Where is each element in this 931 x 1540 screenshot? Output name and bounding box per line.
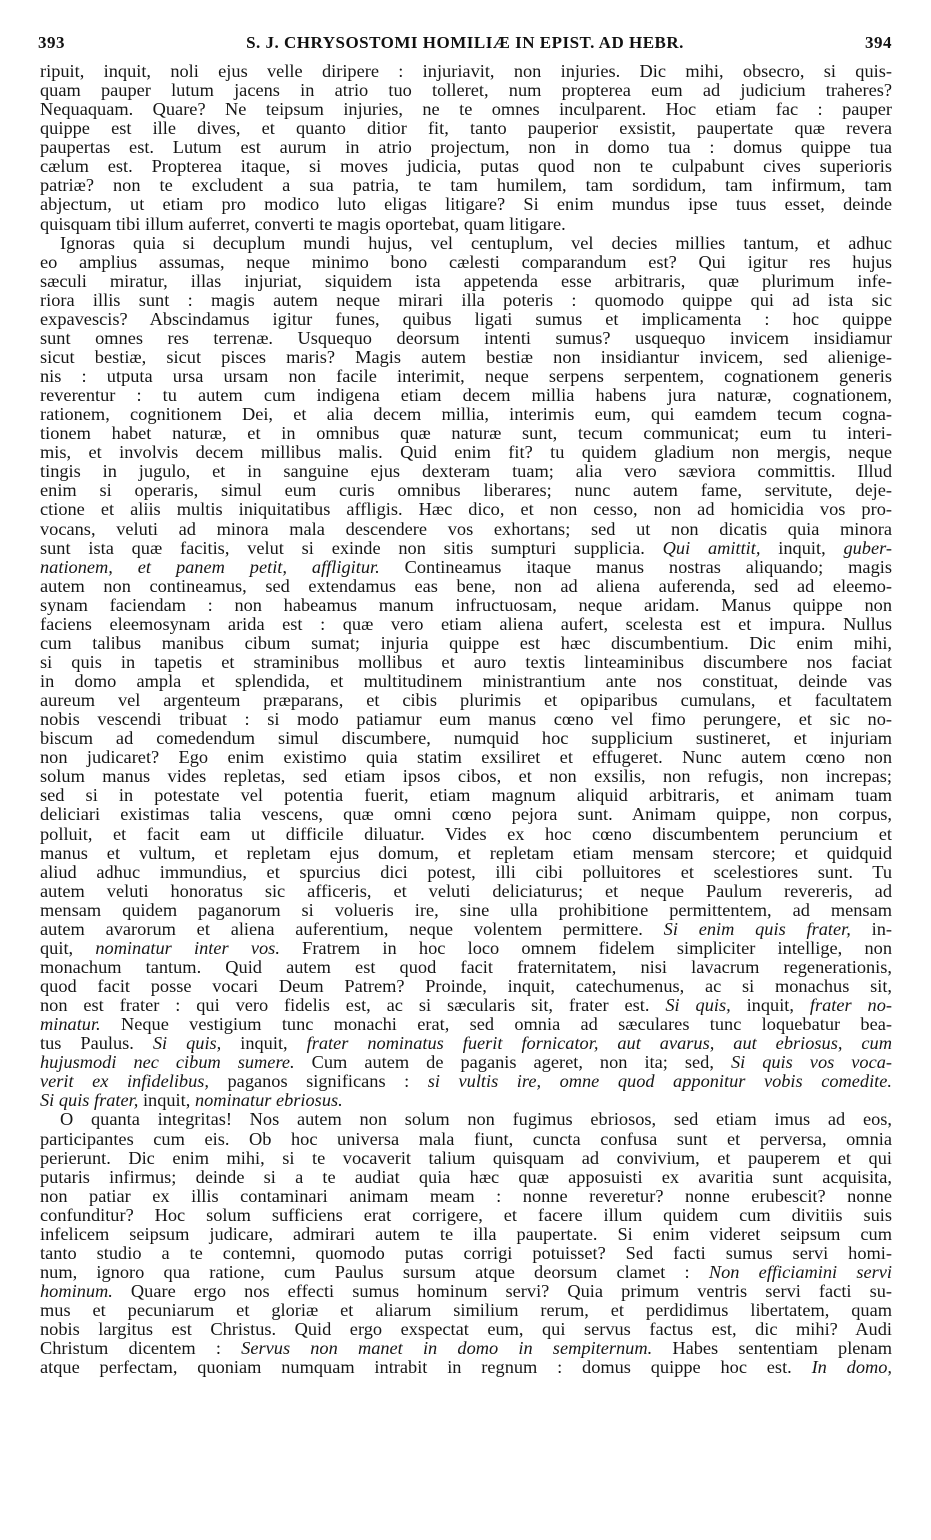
text-span: reverentur : tu autem cum indigena etiam decem millia habens jura naturæ, cognationem, [40,385,892,406]
text-line [40,405,892,424]
text-line [40,767,892,786]
text-line [40,882,892,901]
text-span: paupertas est. Lutum est aurum in atrio projectum, non in domo tua : domus quippe tua [40,137,892,158]
text-span: aureum vel argenteum præparans, et cibis plurimis et opiparibus cumulans, et facultatem [40,690,892,711]
text-line [40,901,892,920]
italic-span: hominum. [40,1281,113,1301]
text-span: mus et pecuniarum et gloriæ et aliarum similium rerum, et perdidimus libertatem, quam [40,1300,892,1321]
italic-span: Si quis, [152,1033,222,1054]
text-line [40,863,892,882]
italic-span: si vultis ire, omne quod apponitur vobis comedite. [427,1071,892,1092]
text-span: tionem habet naturæ, et in omnibus quæ naturæ sunt, tecum communicat; eum tu interi- [40,423,892,444]
text-line [40,329,892,348]
italic-span: Servus non manet in domo in sempiternum. [241,1338,653,1359]
italic-span: Si quis, [665,995,731,1016]
text-line [40,1130,892,1149]
text-line [40,786,892,805]
text-span: Habes sententiam plenam [652,1338,892,1359]
text-span: ctione et aliis multis iniquitatibus affligis. Hæc dico, et non cesso, non ad homicidia vos pro- [40,499,892,520]
text-span: cælum est. Propterea itaque, si moves judicia, putas quod non te culpabunt cives superioris [40,156,892,177]
text-line [40,977,892,996]
italic-span: frater no- [809,995,892,1016]
text-line [40,272,892,291]
italic-span: frater nominatus fuerit fornicator, aut avarus, aut ebriosus, cum [306,1033,892,1054]
text-line [40,215,892,234]
italic-span: Si quis frater, [40,1090,139,1111]
text-line [40,520,892,539]
text-span: confunditur? Hoc solum sufficiens erat corrigere, et facere illum quidem cum divitiis suis [40,1204,892,1225]
text-span: monachum tantum. Quid autem est quod facit fraternitatem, nisi lavacrum regenerationis, [40,956,892,977]
text-span: nis : utputa ursa ursam non facile interimit, neque serpens serpentem, cognationem generis [40,366,892,386]
italic-span: hujusmodi nec cibum sumere. [40,1052,295,1073]
italic-span: nominatur inter vos. [95,937,280,958]
text-line [40,100,892,119]
text-span: non patiar ex illis contaminari animam meam : nonne reveretur? nonne erubescit? nonne [40,1185,892,1206]
text-line [40,157,892,176]
text-span: inquit, [138,1090,195,1111]
text-line [40,1168,892,1187]
text-line [40,348,892,367]
text-line [40,920,892,939]
text-line [40,81,892,100]
text-line [40,996,892,1015]
text-span: quippe est ille dives, et quanto ditior fit, tanto pauperior exsistit, paupertate quæ revera [40,118,892,139]
text-line [40,481,892,500]
text-span: sæculi miratur, illas injuriat, siquidem ista appetenda esse arbitraris, quæ plurimum infe- [40,270,892,291]
text-line [40,558,892,577]
text-span: in domo ampla et splendida, et multitudinem ministrantium ante nos constituat, deinde vas [40,671,892,691]
text-span: abjectum, ut etiam pro modico luto eligas litigare? Si enim mundus ipse tuus esset, deinde [40,194,892,215]
text-line [40,634,892,653]
text-line [40,1110,892,1129]
text-span: sed si in potestate vel potentia fuerit, etiam magnum aliquid arbitraris, et animam tuam [40,785,892,806]
text-span: Contineamus itaque manus nostras aliquando; magis [379,556,892,577]
text-span: Christum dicentem : [40,1338,242,1359]
text-line [40,253,892,272]
text-span: Quare ergo nos effecti sumus hominum servi? Quia primum ventris servi facti su- [112,1281,892,1301]
text-span: biscum ad comedendum simul discumbere, numquid hoc supplicium sustineret, et injuriam [40,728,892,749]
text-line [40,500,892,519]
text-line [40,1358,892,1377]
text-span: non est frater : qui vero fidelis est, ac si sæcularis sit, frater est. [40,995,666,1016]
text-span: non judicaret? Ego enim existimo quia statim exsiliret et effugeret. Nunc autem cœno non [40,747,892,768]
text-span: quod facit posse vocari Deum Patrem? Proinde, inquit, catechumenus, ac si monachus sit, [40,976,892,996]
text-line [40,1149,892,1168]
text-span: Ignoras quia si decuplum mundi hujus, vel centuplum, vel decies millies tantum, et adhuc [60,232,892,253]
text-line [40,1034,892,1053]
text-line [40,1320,892,1339]
text-line [40,653,892,672]
text-span: tingis in jugulo, et in sanguine ejus dexteram tuam; alia vero sæviora committis. Illud [40,461,892,482]
italic-span: Qui amittit, [662,537,779,558]
text-line [40,1072,892,1091]
text-span: eo amplius assumas, neque minimo bono cælesti comparandum est? Qui igitur res hujus [40,251,892,272]
text-span: quit, [40,937,96,958]
text-span: tus Paulus. [40,1033,153,1054]
text-line [40,119,892,138]
text-span: aliud adhuc immundius, et spurcius dici potest, illi cibi polluitores et scelestiores sunt. Tu [40,861,892,882]
text-line [40,1244,892,1263]
text-span: quisquam tibi illum auferret, converti te magis oportebat, quam litigare. [40,213,566,234]
text-line [40,691,892,710]
text-line [40,1263,892,1282]
text-span: mensam quidem paganorum si volueris ire, sine ulla prohibitione permittentem, ad mensam [40,899,892,920]
text-span: inquit, [778,537,844,558]
text-line [40,577,892,596]
text-span: in- [850,918,892,939]
text-span: autem avarorum et aliena auferentium, neque volentem permittere. [40,918,664,939]
text-line [40,615,892,634]
text-span: inquit, [730,995,810,1016]
text-span: expavescis? Abscindamus igitur funes, quibus ligati sumus et implicamenta : hoc quippe [40,308,892,329]
text-span: deliciari existimas talia vescens, quæ omni cœno pejora sunt. Animam quippe, non corpus, [40,804,892,825]
text-span: sunt ista quæ facitis, velut si exinde non sitis sumpturi supplicia. [40,537,663,558]
page-number-left: 393 [38,33,65,52]
text-line [40,310,892,329]
body-text [40,62,892,1522]
text-line [40,1015,892,1034]
text-line [40,958,892,977]
italic-span: nominatur ebriosus. [194,1090,343,1111]
text-line [40,748,892,767]
text-span: quam pauper lutum jacens in atrio tuo tolleret, num propterea eum ad judicium traheres? [40,80,892,101]
italic-span: Si quis vos voca- [730,1052,892,1073]
italic-span: Non efficiamini servi [708,1261,892,1282]
text-line [40,539,892,558]
italic-span: minatur. [40,1014,101,1035]
text-line [40,710,892,729]
text-line [40,386,892,405]
text-span: solum manus vides repletas, sed etiam ipsos cibos, et non exsilis, non refugis, non increpas; [40,766,892,787]
text-line [40,443,892,462]
italic-span: Si enim quis frater, [663,918,851,939]
text-line [40,596,892,615]
text-line [40,1187,892,1206]
text-span: autem non contineamus, sed extendamus eas bene, non ad aliena auferenda, sed ad eleemo- [40,575,892,596]
text-span: Neque vestigium tunc monachi erat, sed omnia ad sæculares tunc loquebatur bea- [100,1014,892,1035]
text-line [40,462,892,481]
text-line [40,672,892,691]
text-line [40,424,892,443]
text-line [40,138,892,157]
text-line [40,1282,892,1301]
text-span: Fratrem in hoc loco omnem fidelem simpliciter intellige, non [279,937,892,958]
text-line [40,825,892,844]
text-span: O quanta integritas! Nos autem non solum non fugimus ebriosos, sed etiam imus ad eos, [60,1109,892,1130]
text-line [40,291,892,310]
text-line [40,1053,892,1072]
text-span: nobis vescendi tribuat : si modo patiamur eum manus cœno vel fimo perungere, et sic no- [40,709,892,730]
text-span: enim si operaris, simul eum curis omnibus liberares; nunc autem fame, servitute, deje- [40,480,892,501]
text-span: patriæ? non te excludent a sua patria, te tam humilem, tam sordidum, tam infirmum, tam [40,175,892,196]
text-line [40,195,892,214]
text-span: faciens eleemosynam arida est : quæ vero etiam aliena aufert, scelesta est et impura. Nullus [40,613,892,634]
page-number-right: 394 [865,33,892,52]
text-span: participantes cum eis. Ob hoc universa mala fiunt, cuncta confusa sunt et perversa, omnia [40,1128,892,1149]
text-span: sunt omnes res terrenæ. Usquequo deorsum intenti sumus? usquequo invicem insidiamur [40,327,892,348]
text-line [40,1206,892,1225]
page-header [38,33,892,57]
text-line [40,1339,892,1358]
text-line [40,1091,892,1110]
text-line [40,367,892,386]
running-title: S. J. CHRYSOSTOMI HOMILIÆ IN EPIST. AD HEBR. [246,33,684,52]
text-line [40,729,892,748]
text-line [40,62,892,81]
text-line [40,234,892,253]
text-span: Cum autem de paganis ageret, non ita; sed, [294,1052,731,1073]
text-line [40,176,892,195]
text-span: nobis largitus est Christus. Quid ergo exspectat eum, qui servus factus est, dic mihi? Audi [40,1319,892,1340]
text-span: tanto studio a te contemni, quomodo putas corrigi potuisset? Sed facti sumus servi homi- [40,1242,892,1263]
italic-span: In domo, [811,1357,892,1378]
text-line [40,844,892,863]
text-span: atque perfectam, quoniam numquam intrabit in regnum : domus quippe hoc est. [40,1357,812,1378]
text-span: rationem, cognitionem Dei, et alia decem millia, interimis eum, qui eamdem tecum cogna- [40,404,892,425]
text-span: si quis in tapetis et straminibus mollibus et auro textis linteaminibus discumbere nos faciat [40,651,892,672]
text-span: infelicem seipsum judicare, admirari autem te illa paupertate. Si enim videret seipsum cum [40,1223,892,1244]
text-line [40,1301,892,1320]
text-span: mis, et involvis decem millibus malis. Quid enim fit? tu quidem gladium non mergis, neque [40,442,892,463]
italic-span: nationem, et panem petit, affligitur. [40,556,380,577]
text-span: manus et vultum, et repletam ejus domum, et repletam etiam mensam stercore; et quidquid [40,842,892,863]
text-span: sicut bestiæ, sicut pisces maris? Magis autem bestiæ non insidiantur invicem, sed alienige- [40,346,892,367]
text-line [40,805,892,824]
text-span: vocans, veluti ad minora mala descendere vos exhortans; sed ut non dicatis quia minora [40,518,892,539]
text-span: polluit, et facit eam ut difficile diluatur. Vides ex hoc cœno discumbentem peruncium et [40,823,892,844]
text-span: perierunt. Dic enim mihi, si te vocaverit talium quisquam ad convivium, et pauperem et qui [40,1147,892,1168]
text-span: num, ignoro qua ratione, cum Paulus sursum atque deorsum clamet : [40,1261,709,1282]
text-span: paganos significans : [208,1071,428,1092]
text-span: synam faciendam : non habeamus manum infructuosam, neque aridam. Manus quippe non [40,594,892,615]
text-span: putaris infirmus; deinde si a te audiat quia hæc quæ apposuisti ex avaritia sunt acquisita, [40,1166,892,1187]
text-span: Nequaquam. Quare? Ne teipsum injuries, ne te omnes inculparent. Hoc etiam fac : pauper [40,99,892,120]
italic-span: guber- [843,537,892,558]
text-line [40,939,892,958]
text-span: riora illis sunt : magis autem neque mirari illa poteris : quomodo quippe qui ad ista sic [40,289,892,310]
text-span: inquit, [221,1033,307,1054]
text-span: cum talibus manibus cibum sumat; injuria quippe est hæc discumbentium. Dic enim mihi, [40,632,892,653]
italic-span: verit ex infidelibus, [40,1071,209,1092]
text-span: autem veluti honoratus sic afficeris, et veluti deliciaturus; et neque Paulum revereris, ad [40,880,892,901]
text-line [40,1225,892,1244]
text-span: ripuit, inquit, noli ejus velle diripere : injuriavit, non injuries. Dic mihi, obsecro, si quis- [40,62,892,81]
